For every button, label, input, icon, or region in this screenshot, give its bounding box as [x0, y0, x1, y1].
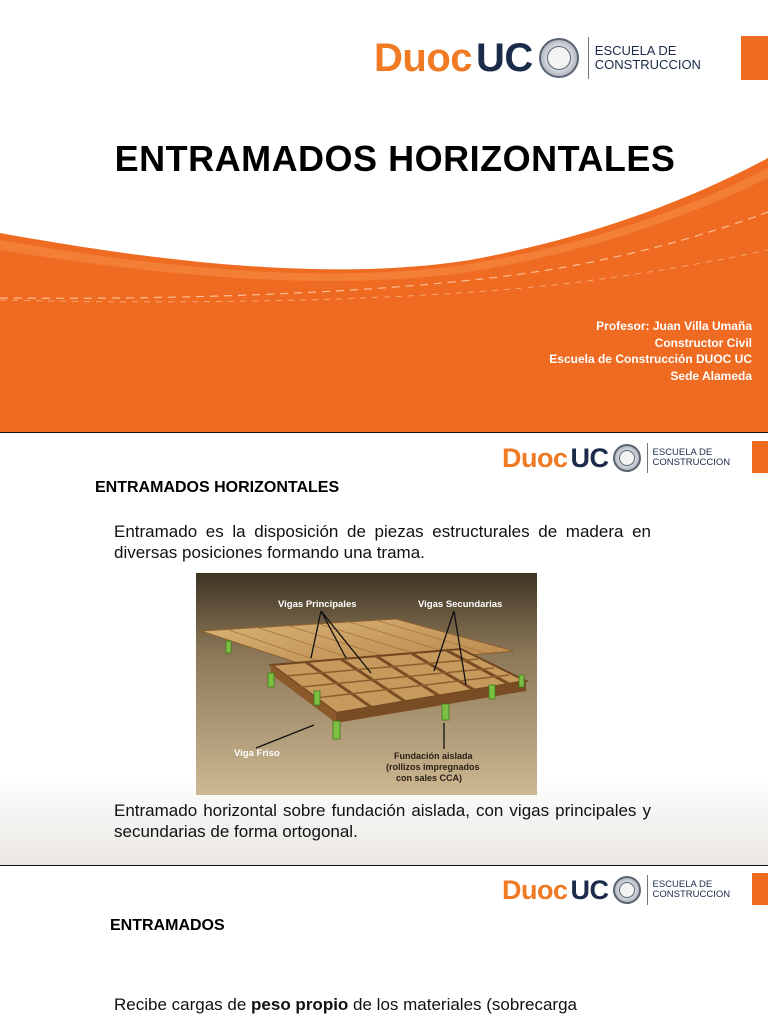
- logo-school-line1: ESCUELA DE: [652, 879, 713, 891]
- university-seal-icon: [613, 876, 641, 904]
- figure-label-primary-beams: Vigas Principales: [278, 599, 357, 610]
- figure-label-rim-beam: Viga Friso: [234, 748, 280, 759]
- duoc-uc-logo: [502, 441, 730, 475]
- definition-slide: [0, 433, 768, 865]
- logo-divider: [647, 875, 648, 905]
- logo-school-name: [595, 44, 701, 71]
- credit-line: Constructor Civil: [654, 335, 752, 350]
- body-text-bold: peso propio: [251, 995, 349, 1014]
- logo-word-uc: UC: [476, 35, 533, 80]
- logo-word-duoc: Duoc: [502, 442, 568, 473]
- credit-line: Escuela de Construcción DUOC UC: [549, 352, 752, 366]
- duoc-uc-logo: [374, 33, 701, 83]
- figure-label-secondary-beams: Vigas Secundarias: [418, 599, 503, 610]
- credit-line: Sede Alameda: [670, 368, 752, 383]
- figure-label-foundation: Fundación aislada: [394, 751, 473, 761]
- duoc-uc-logo: [502, 873, 730, 907]
- figure-caption: Entramado horizontal sobre fundación aislada, con vigas principales y secundarias de forma ortogonal.: [114, 801, 651, 841]
- logo-school-line1: ESCUELA DE: [652, 447, 713, 459]
- figure-label-foundation-detail: con sales CCA): [396, 773, 463, 783]
- orange-corner-tab: [752, 441, 768, 473]
- section-heading: ENTRAMADOS: [110, 917, 225, 934]
- slide-title: ENTRAMADOS HORIZONTALES: [114, 138, 676, 179]
- logo-school-line1: ESCUELA DE: [594, 43, 677, 59]
- university-seal-icon: [539, 38, 579, 78]
- title-slide: [0, 0, 768, 432]
- orange-corner-tab: [741, 36, 768, 80]
- body-text: de los materiales (sobrecarga: [348, 995, 577, 1014]
- orange-corner-tab: [752, 873, 768, 905]
- university-seal-icon: [613, 444, 641, 472]
- entramados-slide: [0, 866, 768, 1024]
- logo-divider: [588, 37, 589, 79]
- logo-school-line2: CONSTRUCCION: [594, 57, 701, 72]
- logo-word-duoc: Duoc: [502, 874, 568, 905]
- section-heading: ENTRAMADOS HORIZONTALES: [95, 479, 340, 496]
- credit-line: Profesor: Juan Villa Umaña: [596, 319, 752, 333]
- logo-school-name: [653, 448, 731, 468]
- logo-school-name: [653, 880, 731, 900]
- definition-paragraph: Entramado es la disposición de piezas estructurales de madera en diversas posiciones formando una trama.: [114, 522, 651, 562]
- presenter-credits: [549, 318, 752, 384]
- floor-framing-photo: [196, 573, 537, 795]
- body-text: Recibe cargas de: [114, 995, 252, 1014]
- logo-school-line2: CONSTRUCCION: [652, 457, 731, 468]
- body-paragraph: [114, 994, 674, 1015]
- logo-divider: [647, 443, 648, 473]
- logo-word-duoc: Duoc: [374, 35, 472, 80]
- logo-word-uc: UC: [570, 442, 609, 473]
- logo-school-line2: CONSTRUCCION: [652, 889, 731, 900]
- logo-word-uc: UC: [570, 874, 609, 905]
- figure-label-foundation-detail: (rollizos impregnados: [386, 762, 480, 772]
